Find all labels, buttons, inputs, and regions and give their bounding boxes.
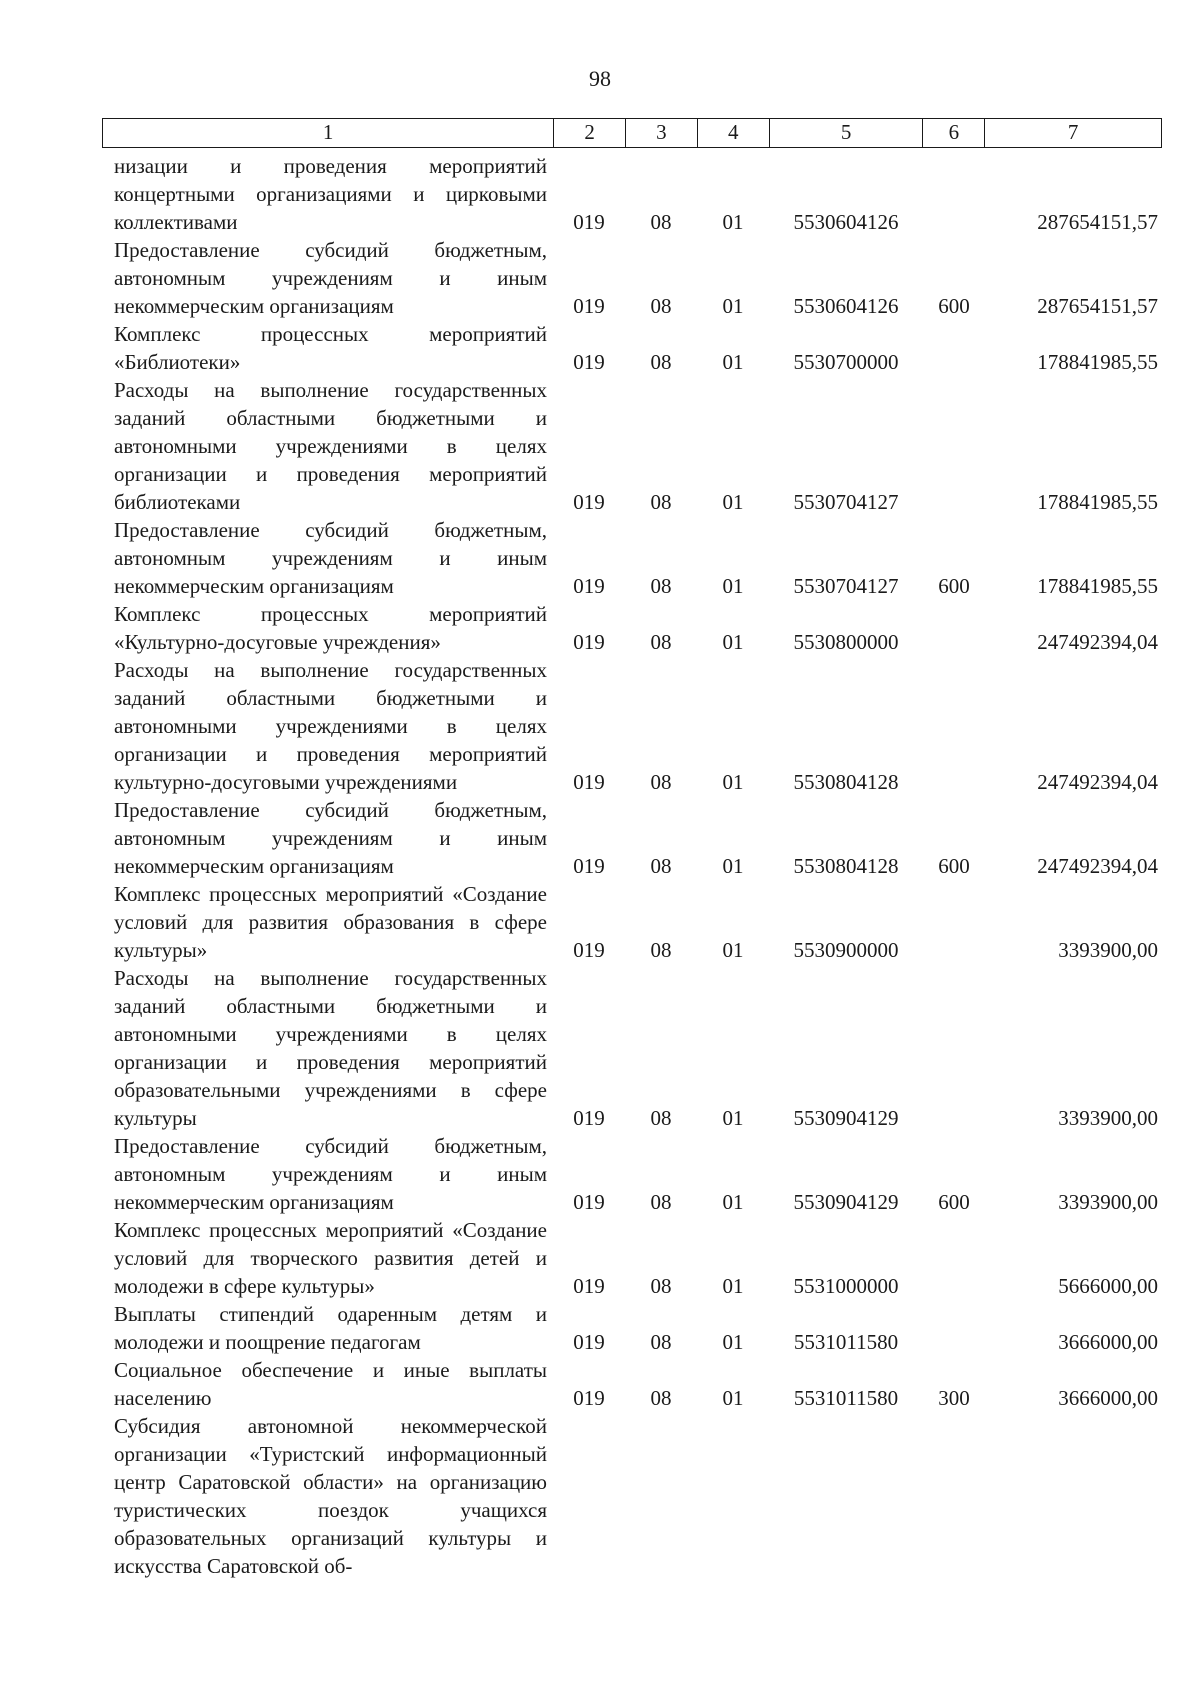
subsection-code: 01 (722, 1274, 744, 1298)
subsection-code: 01 (722, 350, 744, 374)
section-code: 08 (650, 490, 672, 514)
amount: 287654151,57 (1037, 210, 1158, 234)
table-row (102, 236, 1162, 320)
table-row (102, 516, 1162, 600)
table-row (102, 656, 1162, 796)
row-description: Предоставление субсидий бюджетным, автономным учреждениям и иным некоммерческим организациям (114, 238, 547, 318)
target-article-code: 5530900000 (793, 938, 899, 962)
expense-type-code: 600 (938, 854, 970, 878)
target-article-code: 5531011580 (793, 1386, 899, 1410)
target-article-code: 5530800000 (793, 630, 899, 654)
column-header-5: 5 (769, 119, 923, 147)
subsection-code: 01 (722, 294, 744, 318)
ministry-code: 019 (573, 490, 605, 514)
table-row (102, 320, 1162, 376)
section-code: 08 (650, 938, 672, 962)
amount: 247492394,04 (1037, 630, 1158, 654)
expense-type-code: 300 (938, 1386, 970, 1410)
subsection-code: 01 (722, 1330, 744, 1354)
row-description: Предоставление субсидий бюджетным, автономным учреждениям и иным некоммерческим организациям (114, 518, 547, 598)
row-description: Комплекс процессных мероприятий «Создание условий для творческого развития детей и молодежи в сфере культуры» (114, 1218, 547, 1298)
section-code: 08 (650, 1190, 672, 1214)
row-description: Расходы на выполнение государственных заданий областными бюджетными и автономными учреждениями в целях организации и проведения мероприятий образовательными учреждениями в сфере культуры (114, 966, 547, 1130)
row-description: Выплаты стипендий одаренным детям и молодежи и поощрение педагогам (114, 1302, 547, 1354)
table-body (102, 152, 1162, 1580)
subsection-code: 01 (722, 1386, 744, 1410)
column-header-2: 2 (553, 119, 625, 147)
column-header-4: 4 (697, 119, 769, 147)
table-header (102, 118, 1162, 148)
expense-type-code: 600 (938, 294, 970, 318)
subsection-code: 01 (722, 1106, 744, 1130)
table-row (102, 1216, 1162, 1300)
ministry-code: 019 (573, 210, 605, 234)
row-description: Социальное обеспечение и иные выплаты населению (114, 1358, 547, 1410)
table-row (102, 1356, 1162, 1412)
subsection-code: 01 (722, 770, 744, 794)
subsection-code: 01 (722, 938, 744, 962)
row-description: Предоставление субсидий бюджетным, автономным учреждениям и иным некоммерческим организациям (114, 798, 547, 878)
subsection-code: 01 (722, 574, 744, 598)
amount: 3393900,00 (1058, 938, 1158, 962)
amount: 3666000,00 (1058, 1330, 1158, 1354)
subsection-code: 01 (722, 854, 744, 878)
ministry-code: 019 (573, 1330, 605, 1354)
table-row (102, 376, 1162, 516)
section-code: 08 (650, 630, 672, 654)
row-description: Комплекс процессных мероприятий «Библиотеки» (114, 322, 547, 374)
expense-type-code: 600 (938, 1190, 970, 1214)
target-article-code: 5530604126 (793, 210, 899, 234)
ministry-code: 019 (573, 1190, 605, 1214)
table-row (102, 152, 1162, 236)
subsection-code: 01 (722, 210, 744, 234)
amount: 178841985,55 (1037, 350, 1158, 374)
amount: 287654151,57 (1037, 294, 1158, 318)
amount: 178841985,55 (1037, 574, 1158, 598)
target-article-code: 5530804128 (793, 854, 899, 878)
amount: 247492394,04 (1037, 854, 1158, 878)
column-header-7: 7 (984, 119, 1161, 147)
row-description: Субсидия автономной некоммерческой организации «Туристский информационный центр Саратовской области» на организацию туристических поездок учащихся образовательных организаций культуры и искусства Саратовской об- (114, 1414, 547, 1578)
subsection-code: 01 (722, 490, 744, 514)
page-number: 98 (589, 66, 611, 91)
row-description: Комплекс процессных мероприятий «Создание условий для развития образования в сфере культуры» (114, 882, 547, 962)
table-row (102, 964, 1162, 1132)
section-code: 08 (650, 210, 672, 234)
amount: 247492394,04 (1037, 770, 1158, 794)
ministry-code: 019 (573, 294, 605, 318)
target-article-code: 5530604126 (793, 294, 899, 318)
target-article-code: 5530704127 (793, 490, 899, 514)
target-article-code: 5530904129 (793, 1190, 899, 1214)
amount: 3666000,00 (1058, 1386, 1158, 1410)
section-code: 08 (650, 1106, 672, 1130)
target-article-code: 5530804128 (793, 770, 899, 794)
target-article-code: 5531011580 (793, 1330, 899, 1354)
ministry-code: 019 (573, 770, 605, 794)
amount: 3393900,00 (1058, 1106, 1158, 1130)
section-code: 08 (650, 770, 672, 794)
column-header-3: 3 (625, 119, 697, 147)
ministry-code: 019 (573, 350, 605, 374)
target-article-code: 5531000000 (793, 1274, 899, 1298)
target-article-code: 5530904129 (793, 1106, 899, 1130)
expense-type-code: 600 (938, 574, 970, 598)
table-row (102, 1132, 1162, 1216)
section-code: 08 (650, 1330, 672, 1354)
target-article-code: 5530700000 (793, 350, 899, 374)
section-code: 08 (650, 294, 672, 318)
amount: 5666000,00 (1058, 1274, 1158, 1298)
ministry-code: 019 (573, 1106, 605, 1130)
ministry-code: 019 (573, 1274, 605, 1298)
row-description: низации и проведения мероприятий концертными организациями и цирковыми коллективами (114, 154, 547, 234)
subsection-code: 01 (722, 1190, 744, 1214)
column-header-6: 6 (922, 119, 984, 147)
ministry-code: 019 (573, 630, 605, 654)
table-row (102, 796, 1162, 880)
table-row (102, 1412, 1162, 1580)
section-code: 08 (650, 574, 672, 598)
target-article-code: 5530704127 (793, 574, 899, 598)
section-code: 08 (650, 854, 672, 878)
table-row (102, 880, 1162, 964)
ministry-code: 019 (573, 938, 605, 962)
subsection-code: 01 (722, 630, 744, 654)
row-description: Расходы на выполнение государственных заданий областными бюджетными и автономными учреждениями в целях организации и проведения мероприятий культурно-досуговыми учреждениями (114, 658, 547, 794)
table-row (102, 600, 1162, 656)
amount: 3393900,00 (1058, 1190, 1158, 1214)
section-code: 08 (650, 350, 672, 374)
row-description: Комплекс процессных мероприятий «Культурно-досуговые учреждения» (114, 602, 547, 654)
section-code: 08 (650, 1274, 672, 1298)
row-description: Расходы на выполнение государственных заданий областными бюджетными и автономными учреждениями в целях организации и проведения мероприятий библиотеками (114, 378, 547, 514)
table-row (102, 1300, 1162, 1356)
amount: 178841985,55 (1037, 490, 1158, 514)
ministry-code: 019 (573, 854, 605, 878)
row-description: Предоставление субсидий бюджетным, автономным учреждениям и иным некоммерческим организациям (114, 1134, 547, 1214)
ministry-code: 019 (573, 1386, 605, 1410)
column-header-1: 1 (322, 120, 334, 144)
ministry-code: 019 (573, 574, 605, 598)
section-code: 08 (650, 1386, 672, 1410)
